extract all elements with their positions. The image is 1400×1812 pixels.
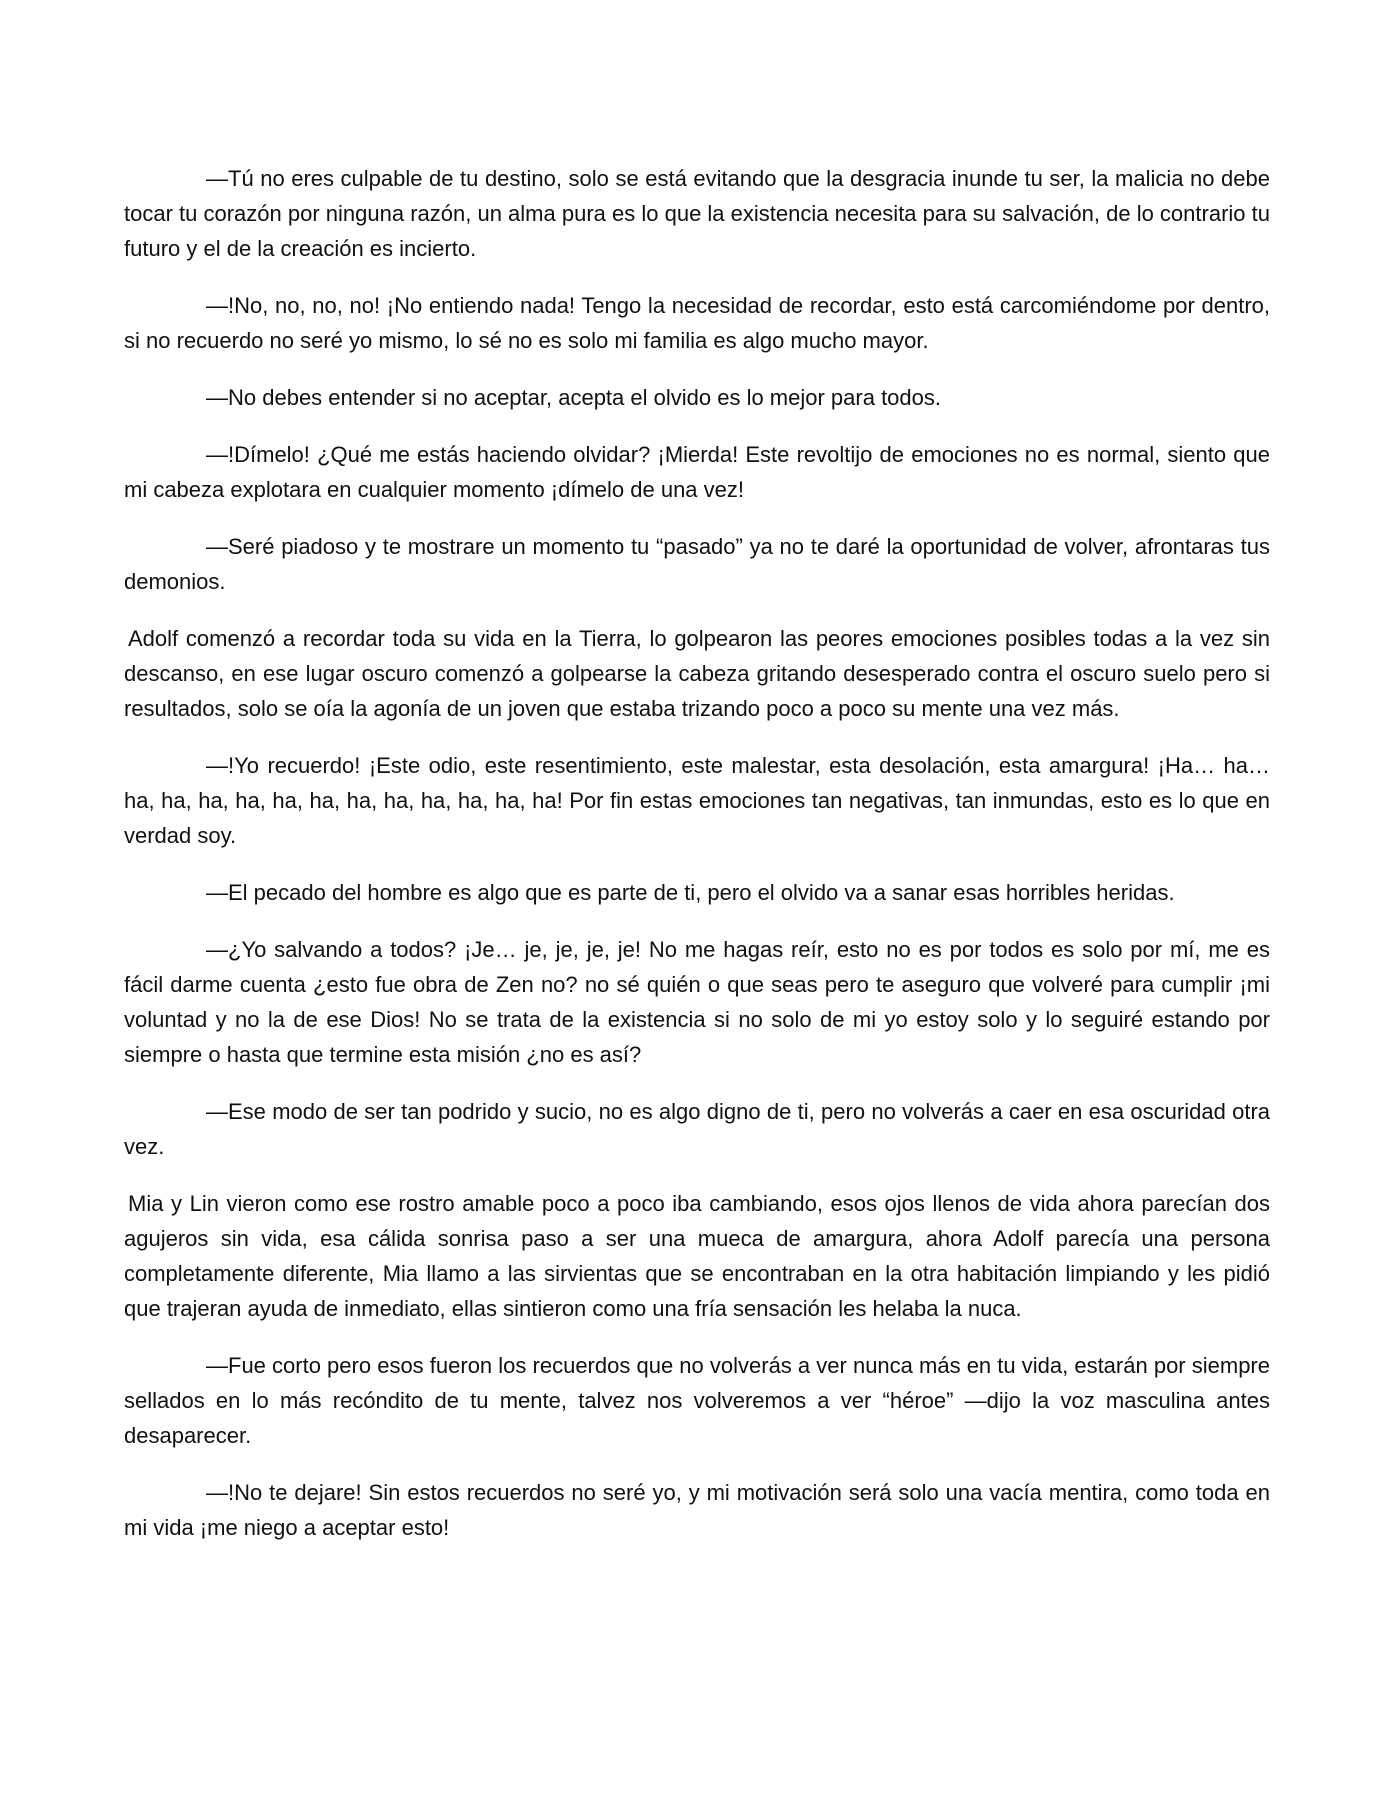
dialogue-paragraph-5: —Seré piadoso y te mostrare un momento tu “pasado” ya no te daré la oportunidad de volver, afrontaras tus demonios. <box>124 534 1270 594</box>
dialogue-paragraph-11: —!No te dejare! Sin estos recuerdos no seré yo, y mi motivación será solo una vacía mentira, como toda en mi vida ¡me niego a aceptar esto! <box>124 1480 1270 1540</box>
dialogue-paragraph-3: —No debes entender si no aceptar, acepta el olvido es lo mejor para todos. <box>206 385 942 410</box>
dialogue-paragraph-4: —!Dímelo! ¿Qué me estás haciendo olvidar? ¡Mierda! Este revoltijo de emociones no es normal, siento que mi cabeza explotara en cualquier momento ¡dímelo de una vez! <box>124 442 1270 502</box>
dialogue-paragraph-8: —¿Yo salvando a todos? ¡Je… je, je, je, je! No me hagas reír, esto no es por todos es solo por mí, me es fácil darme cuenta ¿esto fue obra de Zen no? no sé quién o que seas pero te aseguro que volveré para cumplir ¡mi voluntad y no la de ese Dios! No se trata de la existencia si no solo de mi yo estoy solo y lo seguiré estando por siempre o hasta que termine esta misión ¿no es así? <box>124 937 1270 1067</box>
dialogue-paragraph-7: —El pecado del hombre es algo que es parte de ti, pero el olvido va a sanar esas horribles heridas. <box>206 880 1175 905</box>
narrative-paragraph-2: Mia y Lin vieron como ese rostro amable poco a poco iba cambiando, esos ojos llenos de vida ahora parecían dos agujeros sin vida, esa cálida sonrisa paso a ser una mueca de amargura, ahora Adolf parecía una persona completamente diferente, Mia llamo a las sirvientas que se encontraban en la otra habitación limpiando y les pidió que trajeran ayuda de inmediato, ellas sintieron como una fría sensación les helaba la nuca. <box>124 1191 1270 1321</box>
dialogue-paragraph-10: —Fue corto pero esos fueron los recuerdos que no volverás a ver nunca más en tu vida, estarán por siempre sellados en lo más recóndito de tu mente, talvez nos volveremos a ver “héroe” —dijo la voz masculina antes desaparecer. <box>124 1353 1270 1448</box>
dialogue-paragraph-6: —!Yo recuerdo! ¡Este odio, este resentimiento, este malestar, esta desolación, esta amargura! ¡Ha… ha… ha, ha, ha, ha, ha, ha, ha, ha, ha, ha, ha, ha! Por fin estas emociones tan negativas, tan inmundas, esto es lo que en verdad soy. <box>124 753 1270 848</box>
document-page <box>124 161 1270 1567</box>
dialogue-paragraph-9: —Ese modo de ser tan podrido y sucio, no es algo digno de ti, pero no volverás a caer en esa oscuridad otra vez. <box>124 1099 1270 1159</box>
dialogue-paragraph-2: —!No, no, no, no! ¡No entiendo nada! Tengo la necesidad de recordar, esto está carcomiéndome por dentro, si no recuerdo no seré yo mismo, lo sé no es solo mi familia es algo mucho mayor. <box>124 293 1270 353</box>
dialogue-paragraph-1: —Tú no eres culpable de tu destino, solo se está evitando que la desgracia inunde tu ser, la malicia no debe tocar tu corazón por ninguna razón, un alma pura es lo que la existencia necesita para su salvación, de lo contrario tu futuro y el de la creación es incierto. <box>124 166 1270 261</box>
narrative-paragraph-1: Adolf comenzó a recordar toda su vida en la Tierra, lo golpearon las peores emociones posibles todas a la vez sin descanso, en ese lugar oscuro comenzó a golpearse la cabeza gritando desesperado contra el oscuro suelo pero si resultados, solo se oía la agonía de un joven que estaba trizando poco a poco su mente una vez más. <box>124 626 1270 721</box>
